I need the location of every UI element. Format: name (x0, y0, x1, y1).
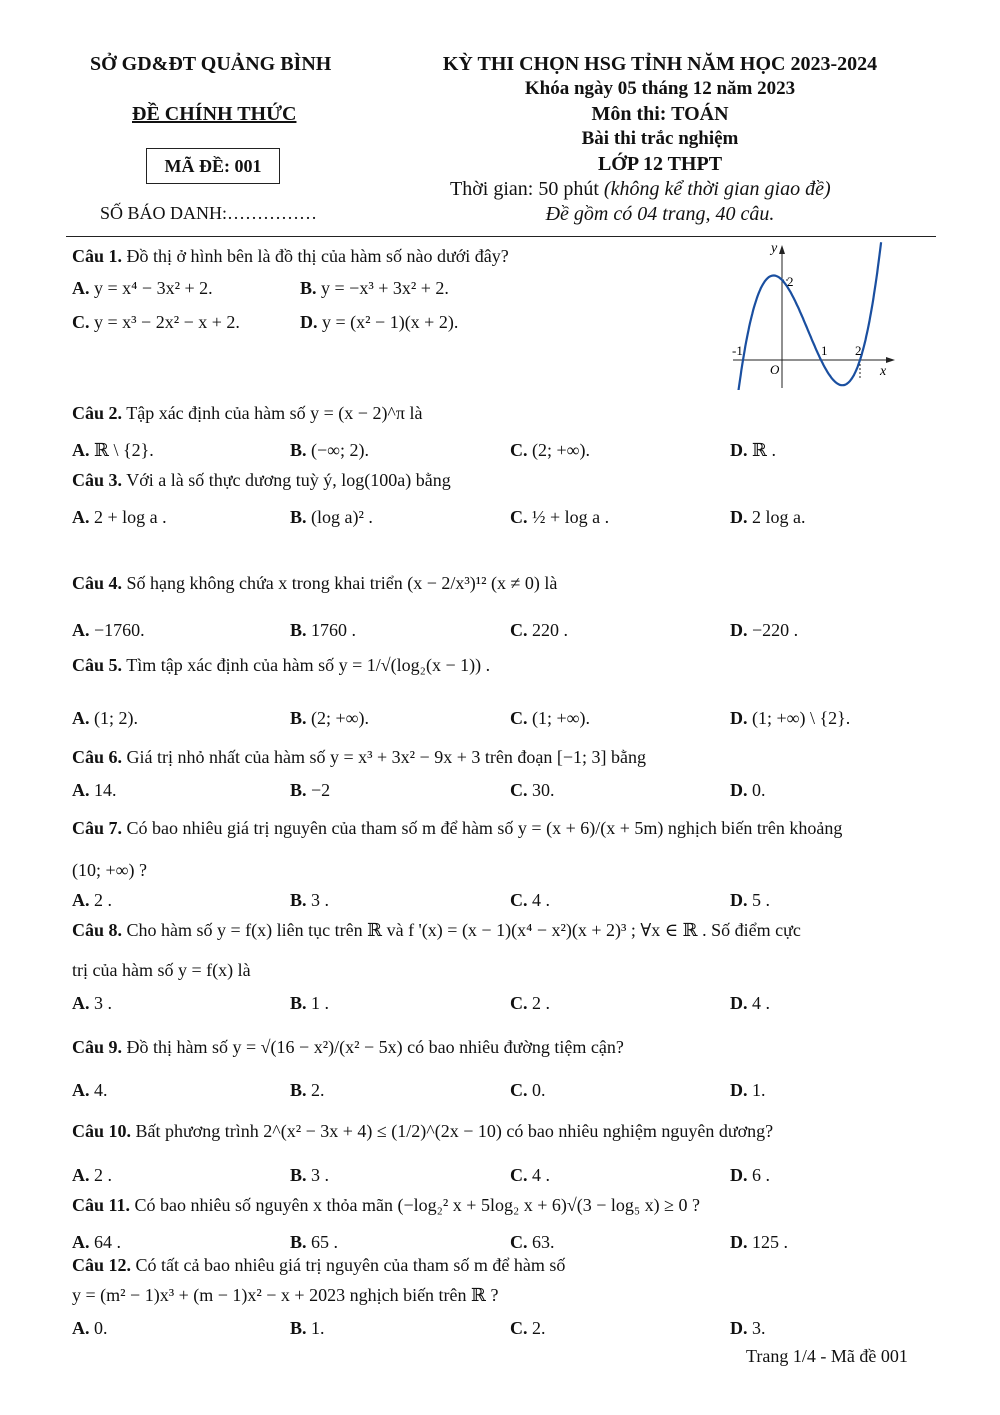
option-value: −220 . (752, 620, 799, 640)
answer-option[interactable] (72, 312, 240, 333)
option-value: 125 . (752, 1232, 788, 1252)
answer-option[interactable] (510, 440, 590, 461)
answer-option[interactable] (72, 1232, 121, 1253)
tick-label-neg1: -1 (732, 343, 743, 358)
option-key: B. (290, 620, 307, 640)
y-axis-arrow (779, 245, 785, 254)
answer-option[interactable] (730, 1232, 788, 1253)
option-key: C. (510, 507, 528, 527)
option-value: 2 + log a . (94, 507, 167, 527)
official-label: ĐỀ CHÍNH THỨC (132, 103, 297, 125)
answer-option[interactable] (510, 993, 550, 1014)
question-label: Câu 7. (72, 818, 123, 838)
answer-option[interactable] (72, 1165, 112, 1186)
option-value: ℝ \ {2}. (94, 440, 154, 460)
option-key: A. (72, 1232, 90, 1252)
option-key: C. (510, 1232, 528, 1252)
option-value: (−∞; 2). (311, 440, 369, 460)
x-axis-label: x (880, 364, 887, 379)
option-key: C. (510, 620, 528, 640)
option-key: B. (290, 890, 307, 910)
question-label: Câu 1. (72, 246, 123, 266)
answer-option[interactable] (72, 507, 167, 528)
answer-option[interactable] (300, 278, 449, 299)
option-key: D. (730, 1232, 748, 1252)
option-key: A. (72, 440, 90, 460)
answer-option[interactable] (510, 1318, 546, 1339)
option-value: −1760. (94, 620, 145, 640)
question-3 (72, 470, 451, 491)
question-12 (72, 1255, 565, 1276)
question-text: Đồ thị ở hình bên là đồ thị của hàm số nào dưới đây? (126, 246, 509, 266)
option-value: 3 . (94, 993, 112, 1013)
tick-label-1: 1 (821, 343, 828, 358)
function-curve (738, 242, 881, 390)
question-text: Số hạng không chứa x trong khai triển (x − 2/x³)¹² (x ≠ 0) là (126, 573, 558, 593)
question-label: Câu 12. (72, 1255, 132, 1275)
option-key: D. (300, 312, 318, 332)
question-7 (72, 818, 842, 839)
option-value: (2; +∞). (311, 708, 369, 728)
option-key: A. (72, 1165, 90, 1185)
option-key: C. (510, 890, 528, 910)
question-text: Tập xác định của hàm số y = (x − 2)^π là (126, 403, 423, 423)
option-key: A. (72, 1318, 90, 1338)
option-value: 1. (311, 1318, 325, 1338)
option-key: A. (72, 708, 90, 728)
option-value: 63. (532, 1232, 555, 1252)
answer-option[interactable] (72, 440, 154, 461)
option-key: D. (730, 1080, 748, 1100)
question-label: Câu 9. (72, 1037, 123, 1057)
option-value: 0. (94, 1318, 108, 1338)
option-value: 5 . (752, 890, 770, 910)
question-5 (72, 655, 490, 676)
option-key: C. (72, 312, 90, 332)
question-text-continued: (10; +∞) ? (72, 860, 147, 880)
option-key: A. (72, 993, 90, 1013)
option-key: B. (290, 1232, 307, 1252)
option-value: 2 . (532, 993, 550, 1013)
option-key: B. (290, 1165, 307, 1185)
answer-option[interactable] (72, 708, 138, 729)
option-key: B. (290, 708, 307, 728)
option-value: 2 log a. (752, 507, 806, 527)
option-value: 0. (752, 780, 766, 800)
question-9 (72, 1037, 624, 1058)
option-key: A. (72, 780, 90, 800)
question-text: Có bao nhiêu số nguyên x thỏa mãn (−log₂² x + 5log₂ x + 6)√(3 − log₅ x) ≥ 0 ? (134, 1195, 701, 1215)
answer-option[interactable] (730, 780, 766, 801)
question-label: Câu 5. (72, 655, 123, 675)
origin-label: O (770, 362, 780, 377)
option-value: 1. (752, 1080, 766, 1100)
option-key: D. (730, 780, 748, 800)
option-value: 220 . (532, 620, 568, 640)
option-value: 2 . (94, 1165, 112, 1185)
answer-option[interactable] (290, 440, 369, 461)
answer-option[interactable] (72, 1080, 108, 1101)
answer-option[interactable] (730, 890, 770, 911)
option-value: y = x³ − 2x² − x + 2. (94, 312, 240, 332)
answer-option[interactable] (730, 440, 776, 461)
question-label: Câu 8. (72, 920, 123, 940)
option-key: B. (300, 278, 317, 298)
option-value: 0. (532, 1080, 546, 1100)
answer-option[interactable] (290, 890, 329, 911)
answer-option[interactable] (730, 993, 770, 1014)
option-key: C. (510, 708, 528, 728)
candidate-number: SỐ BÁO DANH:…………… (100, 203, 318, 223)
option-key: D. (730, 890, 748, 910)
option-value: 4. (94, 1080, 108, 1100)
option-key: C. (510, 440, 528, 460)
option-key: B. (290, 993, 307, 1013)
question-4 (72, 573, 557, 594)
y-axis-label: y (771, 241, 778, 256)
tick-label-2x: 2 (855, 343, 862, 358)
option-value: 1760 . (311, 620, 357, 640)
option-key: D. (730, 440, 748, 460)
answer-option[interactable] (290, 708, 369, 729)
answer-option[interactable] (730, 1080, 766, 1101)
department-name: SỞ GD&ĐT QUẢNG BÌNH (90, 53, 332, 75)
option-value: (log a)² . (311, 507, 373, 527)
option-key: A. (72, 278, 90, 298)
exam-type: Bài thi trắc nghiệm (581, 128, 739, 149)
exam-code: MÃ ĐỀ: 001 (164, 156, 262, 176)
answer-option[interactable] (290, 507, 373, 528)
function-graph (725, 240, 900, 390)
question-text: Tìm tập xác định của hàm số y = 1/√(log₂(x − 1)) . (126, 655, 491, 675)
question-text: Đồ thị hàm số y = √(16 − x²)/(x² − 5x) có bao nhiêu đường tiệm cận? (126, 1037, 624, 1057)
answer-option[interactable] (730, 507, 806, 528)
option-key: D. (730, 1165, 748, 1185)
option-value: 3 . (311, 890, 330, 910)
question-6 (72, 747, 646, 768)
answer-option[interactable] (72, 278, 213, 299)
tick-label-2y: 2 (787, 274, 794, 289)
exam-date: Khóa ngày 05 tháng 12 năm 2023 (524, 78, 796, 99)
exam-time-plain: Thời gian: 50 phút (450, 178, 604, 200)
option-key: B. (290, 1080, 307, 1100)
option-key: B. (290, 507, 307, 527)
answer-option[interactable] (72, 890, 112, 911)
option-value: (1; +∞). (532, 708, 590, 728)
option-value: 2 . (94, 890, 112, 910)
question-text: Với a là số thực dương tuỳ ý, log(100a) bằng (126, 470, 451, 490)
answer-option[interactable] (290, 1165, 329, 1186)
x-axis-arrow (886, 357, 895, 363)
question-text: Giá trị nhỏ nhất của hàm số y = x³ + 3x² − 9x + 3 trên đoạn [−1; 3] bằng (126, 747, 646, 767)
answer-option[interactable] (290, 1318, 325, 1339)
option-key: D. (730, 708, 748, 728)
question-label: Câu 11. (72, 1195, 131, 1215)
option-key: C. (510, 780, 528, 800)
question-text: Có tất cả bao nhiêu giá trị nguyên của tham số m để hàm số (135, 1255, 566, 1275)
answer-option[interactable] (510, 507, 609, 528)
option-key: B. (290, 1318, 307, 1338)
option-value: 4 . (532, 890, 550, 910)
option-key: C. (510, 993, 528, 1013)
option-value: 4 . (532, 1165, 550, 1185)
option-key: A. (72, 890, 90, 910)
header-divider (66, 236, 936, 237)
question-text-continued: trị của hàm số y = f(x) là (72, 960, 251, 980)
answer-option[interactable] (510, 780, 555, 801)
option-value: 2. (532, 1318, 546, 1338)
question-8 (72, 920, 801, 941)
page-footer: Trang 1/4 - Mã đề 001 (746, 1346, 908, 1366)
question-text-continued: y = (m² − 1)x³ + (m − 1)x² − x + 2023 nghịch biến trên ℝ ? (72, 1285, 499, 1305)
option-key: C. (510, 1318, 528, 1338)
exam-time (450, 178, 831, 201)
option-value: (1; 2). (94, 708, 138, 728)
option-value: (2; +∞). (532, 440, 590, 460)
question-2 (72, 403, 422, 424)
answer-option[interactable] (290, 620, 356, 641)
exam-pages: Đề gồm có 04 trang, 40 câu. (545, 203, 775, 225)
answer-option[interactable] (730, 1165, 770, 1186)
option-value: ½ + log a . (532, 507, 610, 527)
question-text: Bất phương trình 2^(x² − 3x + 4) ≤ (1/2)^(2x − 10) có bao nhiêu nghiệm nguyên dương? (135, 1121, 774, 1141)
answer-option[interactable] (730, 1318, 766, 1339)
answer-option[interactable] (290, 993, 329, 1014)
option-value: −2 (311, 780, 331, 800)
option-value: 4 . (752, 993, 770, 1013)
answer-option[interactable] (510, 1080, 546, 1101)
option-value: 6 . (752, 1165, 770, 1185)
option-key: B. (290, 780, 307, 800)
answer-option[interactable] (72, 1318, 108, 1339)
answer-option[interactable] (72, 780, 117, 801)
option-key: A. (72, 507, 90, 527)
option-key: C. (510, 1080, 528, 1100)
answer-option[interactable] (290, 1080, 325, 1101)
question-text: Có bao nhiêu giá trị nguyên của tham số m để hàm số y = (x + 6)/(x + 5m) nghịch biến trên khoảng (126, 818, 843, 838)
question-10 (72, 1121, 773, 1142)
exam-code-box (146, 148, 280, 184)
option-value: 65 . (311, 1232, 339, 1252)
answer-option[interactable] (730, 620, 798, 641)
question-label: Câu 4. (72, 573, 123, 593)
option-value: 3. (752, 1318, 766, 1338)
answer-option[interactable] (510, 708, 590, 729)
option-value: 3 . (311, 1165, 330, 1185)
option-key: C. (510, 1165, 528, 1185)
option-key: D. (730, 507, 748, 527)
option-value: (1; +∞) \ {2}. (752, 708, 851, 728)
answer-option[interactable] (510, 1165, 550, 1186)
answer-option[interactable] (290, 780, 330, 801)
option-key: D. (730, 993, 748, 1013)
answer-option[interactable] (730, 708, 850, 729)
question-label: Câu 6. (72, 747, 123, 767)
answer-option[interactable] (72, 993, 112, 1014)
question-label: Câu 10. (72, 1121, 132, 1141)
question-text: Cho hàm số y = f(x) liên tục trên ℝ và f '(x) = (x − 1)(x⁴ − x²)(x + 2)³ ; ∀x ∈ ℝ . Số điểm cực (126, 920, 801, 940)
question-1 (72, 246, 509, 267)
exam-time-note: (không kể thời gian giao đề) (603, 178, 831, 200)
answer-option[interactable] (510, 890, 550, 911)
option-key: D. (730, 620, 748, 640)
option-value: ℝ . (752, 440, 776, 460)
option-value: y = −x³ + 3x² + 2. (321, 278, 449, 298)
exam-title: KỲ THI CHỌN HSG TỈNH NĂM HỌC 2023-2024 (442, 53, 878, 75)
option-key: A. (72, 620, 90, 640)
answer-option[interactable] (300, 312, 458, 333)
option-value: 1 . (311, 993, 330, 1013)
question-label: Câu 2. (72, 403, 123, 423)
answer-option[interactable] (290, 1232, 338, 1253)
option-value: 30. (532, 780, 555, 800)
answer-option[interactable] (72, 620, 145, 641)
option-value: 14. (94, 780, 117, 800)
option-value: y = (x² − 1)(x + 2). (322, 312, 459, 332)
option-value: 64 . (94, 1232, 121, 1252)
question-label: Câu 3. (72, 470, 123, 490)
answer-option[interactable] (510, 620, 568, 641)
option-value: 2. (311, 1080, 325, 1100)
option-key: B. (290, 440, 307, 460)
exam-grade: LỚP 12 THPT (597, 153, 723, 175)
option-key: A. (72, 1080, 90, 1100)
answer-option[interactable] (510, 1232, 555, 1253)
option-value: y = x⁴ − 3x² + 2. (94, 278, 213, 298)
question-11 (72, 1195, 700, 1216)
option-key: D. (730, 1318, 748, 1338)
exam-subject: Môn thi: TOÁN (591, 103, 729, 125)
